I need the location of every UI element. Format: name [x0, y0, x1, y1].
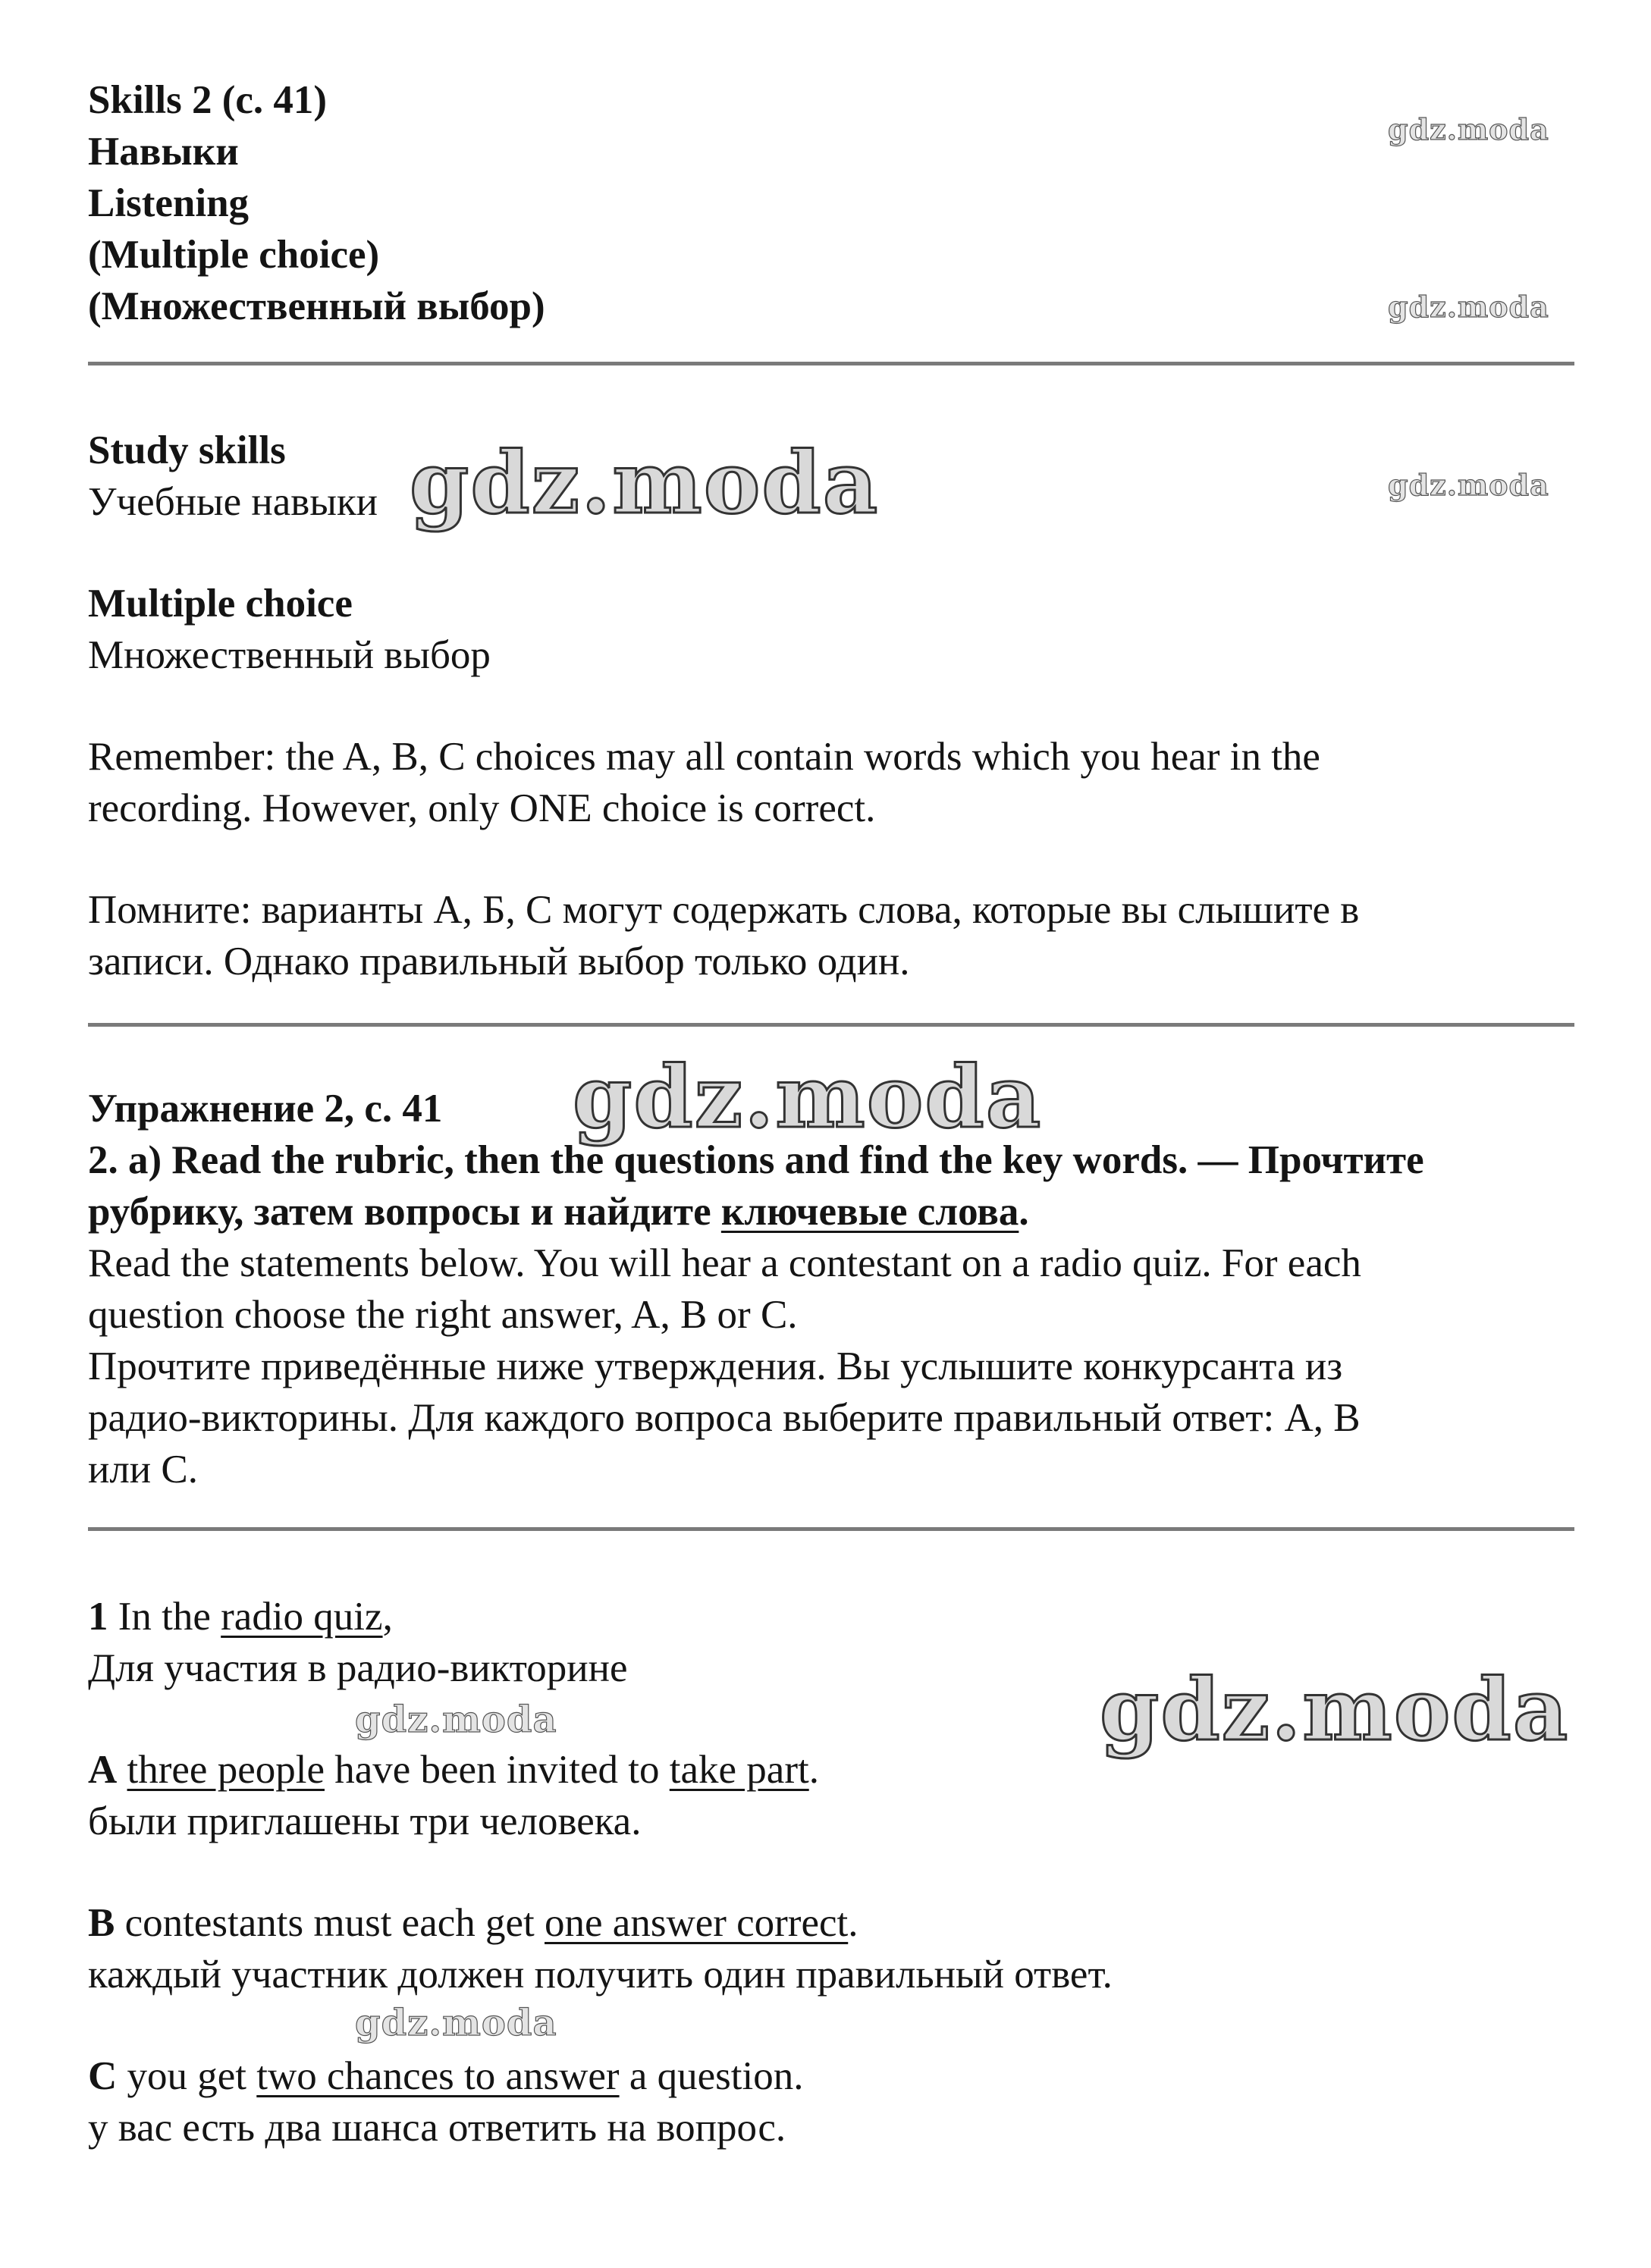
exercise-title: Упражнение 2, с. 41 [88, 1087, 443, 1131]
rubric-line: Read the statements below. You will hear a contestant on a radio quiz. For each [88, 1241, 1361, 1285]
rubric-ru-line: Прочтите приведённые ниже утверждения. Вы услышите конкурсанта из [88, 1344, 1343, 1388]
question-stem: 1 In the radio quiz, [88, 1595, 393, 1639]
option-a-ru: были приглашены три человека. [88, 1799, 642, 1843]
study-skills-heading: Study skills [88, 428, 286, 472]
watermark-logo: gdz.moda [355, 2002, 557, 2044]
option-a: A three people have been invited to take part. [88, 1748, 819, 1792]
header-block [88, 74, 1574, 332]
exercise-task-line: рубрику, затем вопросы и найдите ключевые слова. [88, 1190, 1029, 1234]
rubric-ru-line: или С. [88, 1448, 199, 1492]
tip-text-ru-line: записи. Однако правильный выбор только один. [88, 940, 910, 983]
page-title: Skills 2 (с. 41) [88, 78, 328, 122]
tip-text-line: Remember: the A, B, C choices may all contain words which you hear in the [88, 735, 1320, 779]
task-type: (Multiple choice) [88, 233, 380, 277]
multiple-choice-heading: Multiple choice [88, 582, 353, 626]
study-skills-heading-ru: Учебные навыки [88, 480, 378, 524]
tip-text-line: recording. However, only ONE choice is correct. [88, 786, 876, 830]
rubric-line: question choose the right answer, A, B or C. [88, 1293, 798, 1337]
watermark-logo: gdz.moda [355, 1699, 557, 1741]
rubric-ru-line: радио-викторины. Для каждого вопроса выберите правильный ответ: А, В [88, 1396, 1361, 1440]
divider [88, 362, 1574, 365]
section-title: Listening [88, 181, 250, 225]
question-number: 1 [88, 1595, 108, 1639]
watermark-logo: gdz.moda [573, 1048, 1043, 1147]
tip-text-ru-line: Помните: варианты А, Б, С могут содержать слова, которые вы слышите в [88, 888, 1360, 932]
option-c-ru: у вас есть два шанса ответить на вопрос. [88, 2106, 786, 2150]
option-b: B contestants must each get one answer correct. [88, 1901, 858, 1945]
multiple-choice-heading-ru: Множественный выбор [88, 633, 491, 677]
watermark-logo: gdz.moda [1100, 1661, 1570, 1760]
divider [88, 1023, 1574, 1027]
task-type-ru: (Множественный выбор) [88, 284, 545, 328]
watermark-logo: gdz.moda [1388, 112, 1549, 146]
option-c: C you get two chances to answer a question. [88, 2054, 804, 2098]
question-stem-ru: Для участия в радио-викторине [88, 1646, 628, 1690]
watermark-logo: gdz.moda [1388, 468, 1549, 502]
exercise-task-line: 2. a) Read the rubric, then the questions and find the key words. — Прочтите [88, 1138, 1424, 1182]
divider [88, 1527, 1574, 1531]
option-b-ru: каждый участник должен получить один правильный ответ. [88, 1953, 1113, 1997]
watermark-logo: gdz.moda [410, 434, 880, 533]
watermark-logo: gdz.moda [1388, 290, 1549, 324]
key-words-underlined: ключевые слова [720, 1190, 1019, 1234]
page-title-ru: Навыки [88, 130, 239, 174]
